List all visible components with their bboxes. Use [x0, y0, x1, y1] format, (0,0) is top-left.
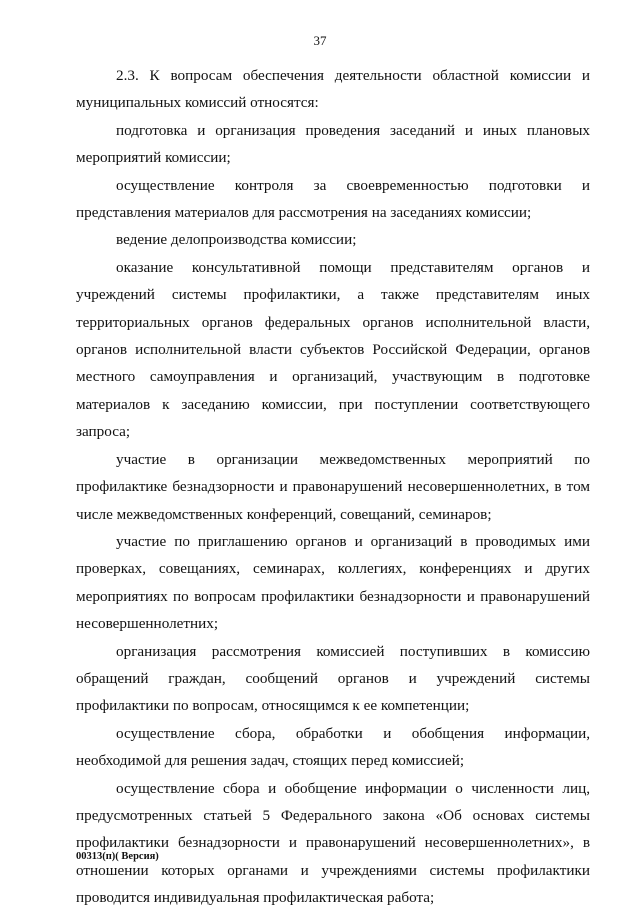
paragraph-consultative-assistance: оказание консультативной помощи представителям органов и учреждений системы профилактики, а также представителям иных территориальных органов федеральных органов исполнительной власти, органов исполнительной власти субъектов Российской Федерации, органов местного самоуправления и организаций, участвующим в подготовке материалов к заседанию комиссии, при поступлении соответствующего запроса;	[76, 258, 590, 441]
paragraph-statistics-collection: осуществление сбора и обобщение информации о численности лиц, предусмотренных статьей 5 Федерального закона «Об основах системы профилактики безнадзорности и правонарушений несовершеннолетних», в отношении которых органами и учреждениями системы профилактики проводится индивидуальная профилактическая работа;	[76, 779, 590, 907]
page-number: 37	[313, 33, 327, 48]
paragraph-record-keeping: ведение делопроизводства комиссии;	[116, 231, 357, 249]
paragraph-citizen-appeals: организация рассмотрения комиссией поступивших в комиссию обращений граждан, сообщений органов и учреждений системы профилактики по вопросам, относящимся к ее компетенции;	[76, 642, 590, 715]
paragraph-information-processing: осуществление сбора, обработки и обобщения информации, необходимой для решения задач, стоящих перед комиссией;	[76, 724, 590, 770]
paragraph-participation-by-invitation: участие по приглашению органов и организаций в проводимых ими проверках, совещаниях, семинарах, коллегиях, конференциях и других мероприятиях по вопросам профилактики безнадзорности и правонарушений несовершеннолетних;	[76, 532, 590, 633]
paragraph-materials-control: осуществление контроля за своевременностью подготовки и представления материалов для рассмотрения на заседаниях комиссии;	[76, 176, 590, 222]
document-footer-code: 00313(п)( Версия)	[76, 851, 159, 862]
paragraph-2-3-intro: 2.3. К вопросам обеспечения деятельности областной комиссии и муниципальных комиссий относятся:	[76, 67, 590, 112]
paragraph-interagency-events: участие в организации межведомственных мероприятий по профилактике безнадзорности и правонарушений несовершеннолетних, в том числе межведомственных конференций, совещаний, семинаров;	[76, 450, 590, 523]
paragraph-meetings-preparation: подготовка и организация проведения заседаний и иных плановых мероприятий комиссии;	[76, 121, 590, 167]
document-body	[76, 62, 590, 912]
